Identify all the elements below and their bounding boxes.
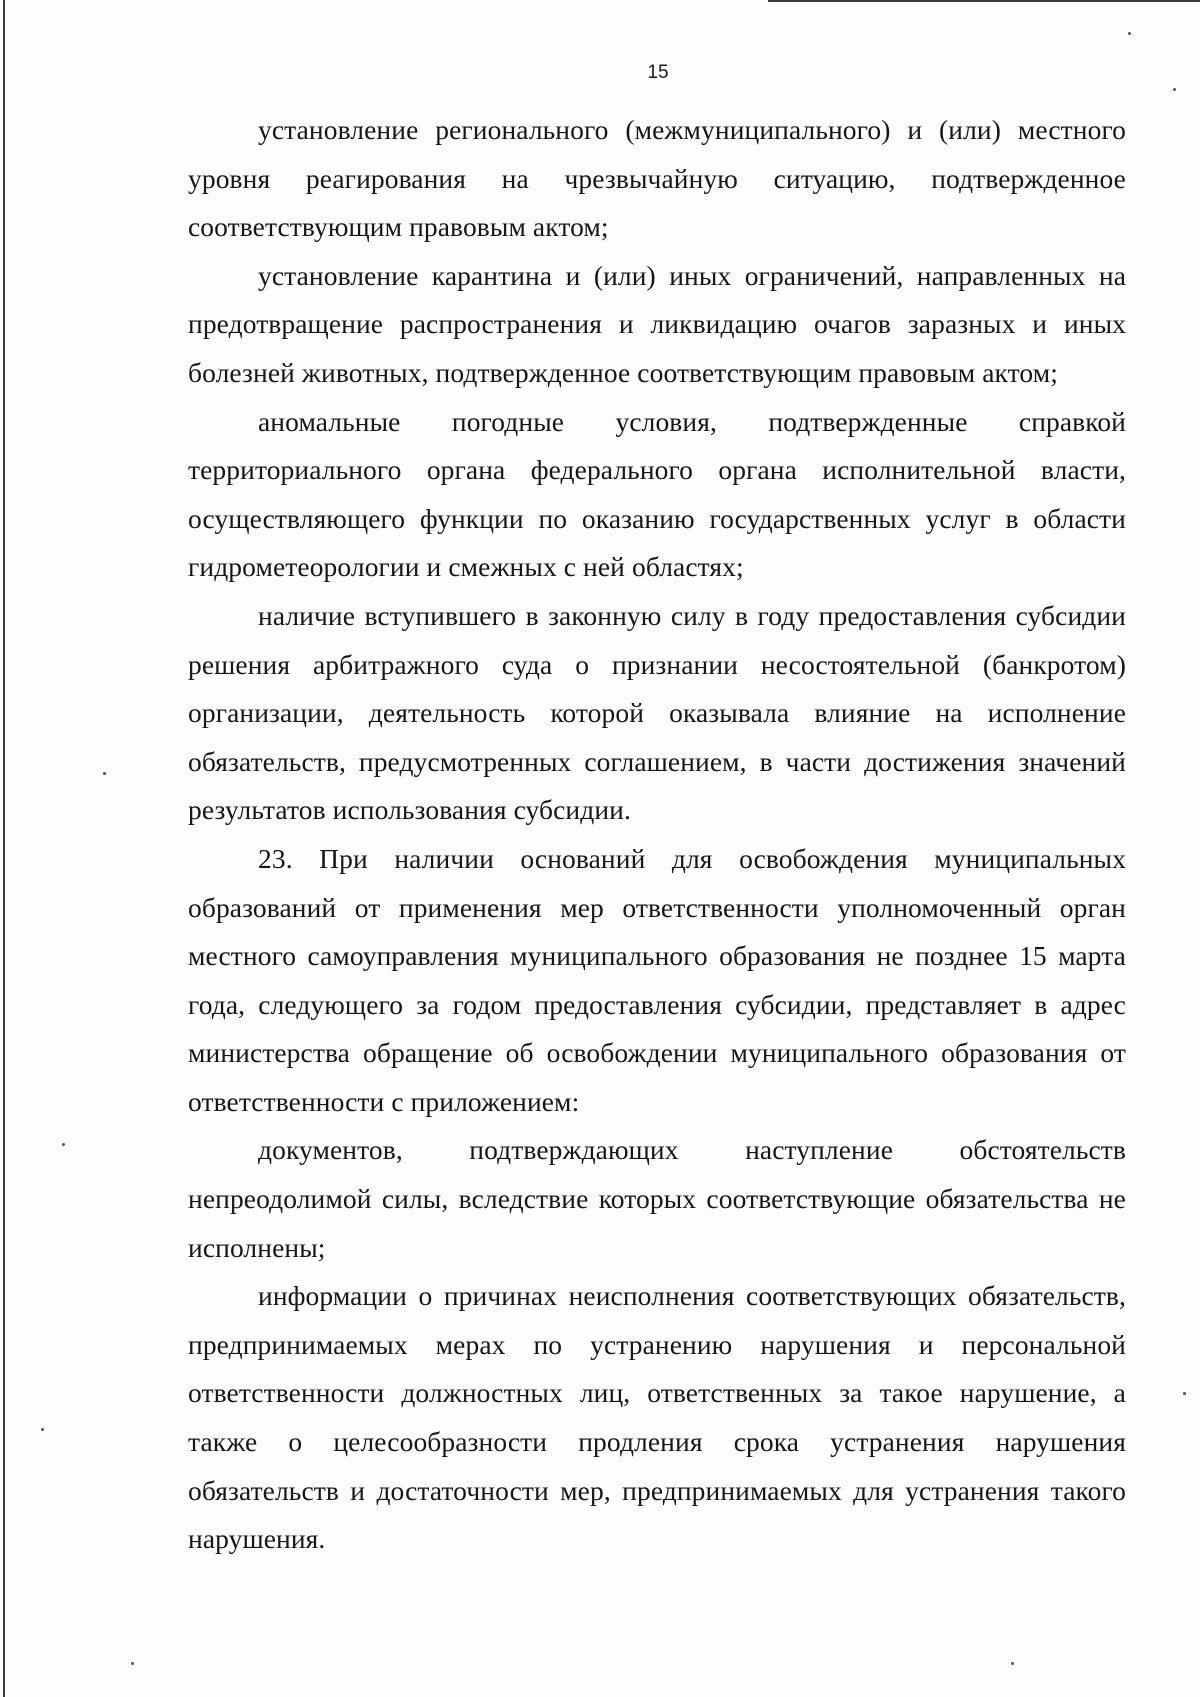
scan-speck xyxy=(1183,1392,1186,1395)
scan-speck xyxy=(1128,32,1131,35)
scan-speck xyxy=(131,1662,134,1665)
scan-edge-left xyxy=(3,0,5,1697)
scan-speck xyxy=(103,772,106,775)
scan-speck xyxy=(41,1428,44,1431)
paragraph-weather: аномальные погодные условия, подтвержденные справкой территориального органа федерального органа исполнительной власти, осуществляющего функции по оказанию государственных услуг в области гидрометеорологии и смежных с ней областях; xyxy=(188,405,1126,583)
scan-speck xyxy=(62,1143,65,1146)
document-body xyxy=(188,106,1126,1564)
scan-speck xyxy=(1011,1662,1014,1665)
paragraph-item-23: 23. При наличии оснований для освобождения муниципальных образований от применения мер ответственности уполномоченный орган местного самоуправления муниципального образования не позднее 15 марта года, следующего за годом предоставления субсидии, представляет в адрес министерства обращение об освобождении муниципального образования от ответственности с приложением: xyxy=(188,842,1126,1117)
paragraph-bankruptcy: наличие вступившего в законную силу в году предоставления субсидии решения арбитражного суда о признании несостоятельной (банкротом) организации, деятельность которой оказывала влияние на исполнение обязательств, предусмотренных соглашением, в части достижения значений результатов использования субсидии. xyxy=(188,599,1126,826)
page-number: 15 xyxy=(647,62,669,83)
paragraph-quarantine: установление карантина и (или) иных ограничений, направленных на предотвращение распространения и ликвидацию очагов заразных и иных болезней животных, подтвержденное соответствующим правовым актом; xyxy=(188,259,1126,388)
paragraph-force-majeure-docs: документов, подтверждающих наступление обстоятельств непреодолимой силы, вследствие которых соответствующие обязательства не исполнены; xyxy=(188,1134,1126,1263)
scan-speck xyxy=(1173,88,1176,91)
paragraph-response-level: установление регионального (межмуниципального) и (или) местного уровня реагирования на чрезвычайную ситуацию, подтвержденное соответствующим правовым актом; xyxy=(188,114,1126,243)
scan-edge-top xyxy=(768,0,1200,2)
paragraph-failure-info: информации о причинах неисполнения соответствующих обязательств, предпринимаемых мерах по устранению нарушения и персональной ответственности должностных лиц, ответственных за такое нарушение, а также о целесообразности продления срока устранения нарушения обязательств и достаточности мер, предпринимаемых для устранения такого нарушения. xyxy=(188,1280,1126,1555)
